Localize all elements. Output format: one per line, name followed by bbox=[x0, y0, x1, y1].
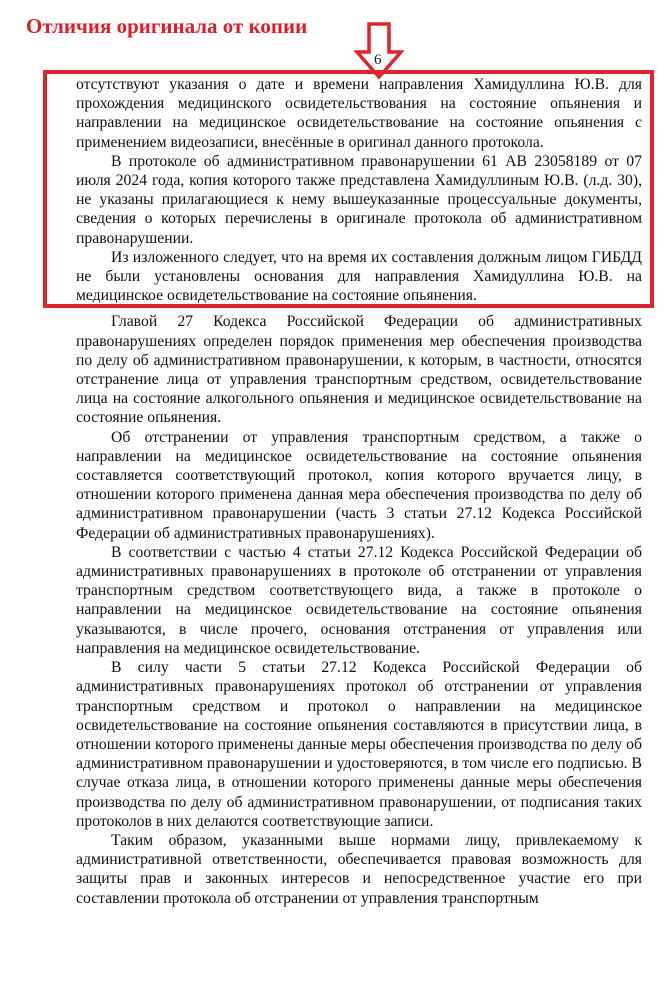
annotation-title: Отличия оригинала от копии bbox=[26, 14, 308, 38]
page-number: 6 bbox=[374, 52, 382, 68]
down-arrow-icon bbox=[354, 22, 404, 80]
paragraph-1: отсутствуют указания о дате и времени направления Хамидуллина Ю.В. для прохождения медицинского освидетельствования на состояние опьянения и направлении на медицинское освидетельствование на состояние опьянения с применением видеозаписи, внесённые в оригинал данного протокола. bbox=[76, 76, 642, 151]
paragraph-4: Главой 27 Кодекса Российской Федерации об административных правонарушениях определен порядок применения мер обеспечения производства по делу об административном правонарушении, к которым, в частности, относятся отстранение лица от управления транспортным средством, освидетельствование лица на состояние алкогольного опьянения и медицинское освидетельствование на состояние опьянения. bbox=[76, 313, 642, 427]
paragraph-8: Таким образом, указанными выше нормами лицу, привлекаемому к административной ответственности, обеспечивается правовая возможность для защиты прав и законных интересов и непосредственное участие его при составлении протокола об отстранении от управления транспортным bbox=[76, 831, 642, 907]
paragraph-3: Из изложенного следует, что на время их составления должным лицом ГИБДД не были установлены основания для направления Хамидуллина Ю.В. на медицинское освидетельствование на состояние опьянения. bbox=[76, 248, 642, 305]
paragraph-6: В соответствии с частью 4 статьи 27.12 Кодекса Российской Федерации об административных правонарушениях в протоколе об отстранении от управления транспортным средством соответствующего вида, а также в протоколе о направлении на медицинское освидетельствование на состояние опьянения указываются, в числе прочего, основания отстранения от управления или направления на медицинское освидетельствование. bbox=[76, 543, 642, 657]
document-body bbox=[76, 75, 642, 908]
paragraph-2: В протоколе об административном правонарушении 61 АВ 23058189 от 07 июля 2024 года, копия которого также представлена Хамидуллиным Ю.В. (л.д. 30), не указаны прилагающиеся к нему вышеуказанные процессуальные документы, сведения о которых перечислены в оригинале протокола об административном правонарушении. bbox=[76, 152, 642, 247]
paragraph-7: В силу части 5 статьи 27.12 Кодекса Российской Федерации об административных правонарушениях протокол об отстранении от управления транспортным средством и протокол о направлении на медицинское освидетельствование на состояние опьянения составляются в присутствии лица, в отношении которого применены данные меры обеспечения производства по делу об административном правонарушении и удостоверяются, в том числе его подписью. В случае отказа лица, в отношении которого применены данные меры обеспечения производства по делу об административном правонарушении, от подписания таких протоколов в них делаются соответствующие записи. bbox=[76, 659, 642, 830]
paragraph-5: Об отстранении от управления транспортным средством, а также о направлении на медицинское освидетельствование на состояние опьянения составляется соответствующий протокол, копия которого вручается лицу, в отношении которого применена данная мера обеспечения производства по делу об административном правонарушении (часть 3 статьи 27.12 Кодекса Российской Федерации об административных правонарушениях). bbox=[76, 428, 642, 542]
